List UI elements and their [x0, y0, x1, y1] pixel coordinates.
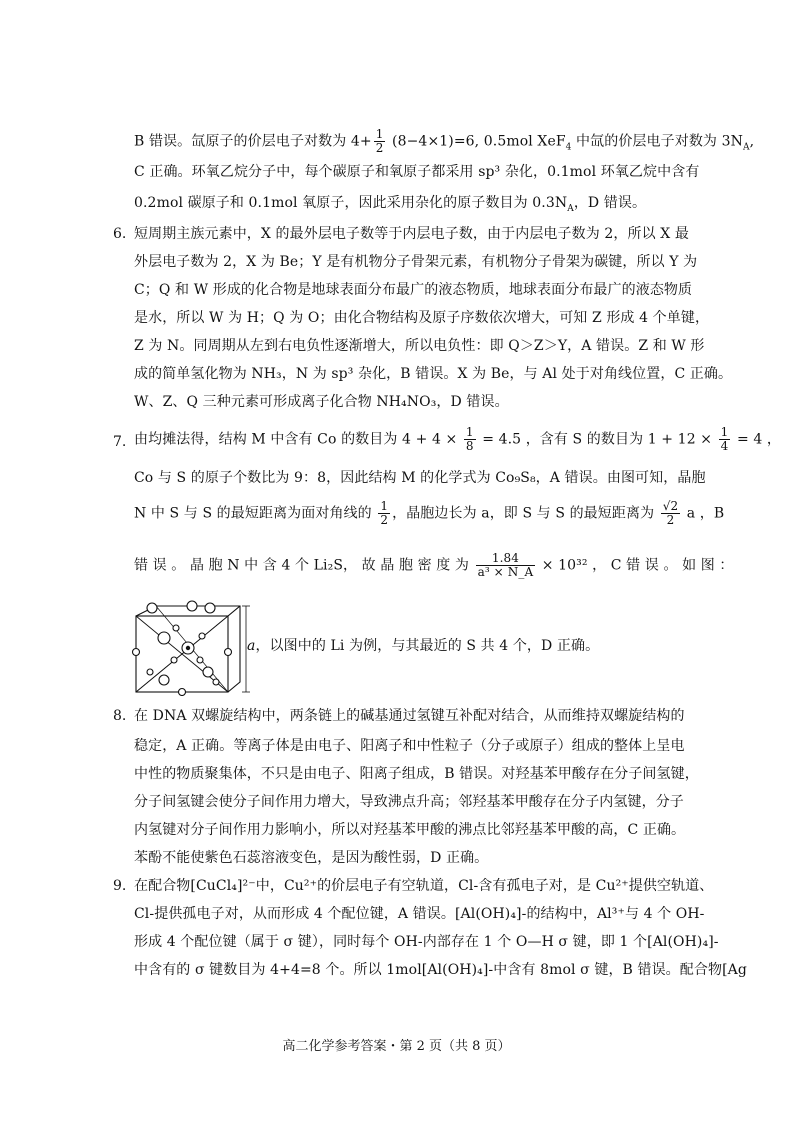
text-span: 由均摊法得，结构 M 中含有 Co 的数目为 4 + 4 ×: [134, 431, 462, 448]
text-line: 形成 4 个配位键（属于 σ 键），同时每个 OH-内部存在 1 个 O—H σ 键，即 1 个[Al(OH)₄]-: [134, 934, 719, 950]
fraction: [661, 500, 680, 527]
li-atom: [147, 669, 153, 675]
text-span: ，晶胞边长为 a，即 S 与 S 的最短距离为: [392, 505, 659, 522]
text-span: 错 误 。 晶 胞 N 中 含 4 个 Li₂S， 故 晶 胞 密 度 为: [134, 557, 474, 574]
li-atom: [225, 649, 232, 656]
text-span: a ，B: [682, 505, 725, 522]
text-span: B 错误。氙原子的价层电子对数为 4+: [134, 133, 372, 150]
text-line: 成的简单氢化物为 NH₃，N 为 sp³ 杂化，B 错误。X 为 Be，与 Al 处于对角线位置，C 正确。: [134, 366, 733, 382]
s-atom: [159, 675, 169, 685]
fraction-denominator: 2: [666, 513, 675, 527]
text-span: 中氙的价层电子对数为 3N: [571, 133, 743, 150]
text-line: [134, 193, 646, 219]
fraction-denominator: 2: [375, 141, 384, 155]
question-number: 8.: [113, 708, 127, 724]
text-line: Co 与 S 的原子个数比为 9：8，因此结构 M 的化学式为 Co₉S₈，A 错误。由图可知，晶胞: [134, 470, 706, 486]
fraction-denominator: a³ × N_A: [477, 565, 534, 579]
fraction: [476, 552, 536, 579]
crystal-cell-diagram: [130, 600, 260, 696]
text-span: N 中 S 与 S 的最短距离为面对角线的: [134, 505, 377, 522]
question-number: 9.: [113, 878, 127, 894]
question-number: 7.: [113, 434, 127, 450]
page-footer: 高二化学参考答案・第 2 页（共 8 页）: [282, 1039, 511, 1054]
fraction-numerator: 1: [720, 425, 729, 439]
fraction: [464, 426, 476, 453]
text-span: ,: [749, 133, 755, 150]
text-span: ，以图中的 Li 为例，与其最近的 S 共 4 个，D 正确。: [255, 638, 600, 654]
question-number: 6.: [113, 226, 127, 242]
text-line: 外层电子数为 2，X 为 Be；Y 是有机物分子骨架元素，有机物分子骨架为碳键，所以 Y 为: [134, 254, 698, 270]
li-atom: [213, 679, 219, 685]
text-span: = 4.5 ，含有 S 的数目为 1 + 12 ×: [477, 431, 717, 448]
text-line: 稳定，A 正确。等离子体是由电子、阳离子和中性粒子（分子或原子）组成的整体上呈电: [134, 738, 685, 754]
s-atom: [158, 632, 170, 644]
text-line: W、Z、Q 三种元素可形成离子化合物 NH₄NO₃，D 错误。: [134, 394, 509, 410]
text-line: [134, 128, 754, 157]
center-dot: [186, 646, 190, 650]
subscript: 4: [565, 142, 572, 153]
text-line: [134, 552, 734, 579]
s-atom: [187, 601, 197, 611]
fraction-numerator: 1: [375, 127, 384, 141]
fraction-numerator: √2: [662, 499, 679, 513]
fraction: [374, 128, 386, 155]
text-line: [134, 500, 724, 527]
fraction: [719, 426, 731, 453]
s-atom: [147, 603, 157, 613]
subscript: A: [742, 142, 750, 153]
text-line: 内氢键对分子间作用力影响小，所以对羟基苯甲酸的沸点比邻羟基苯甲酸的高，C 正确。: [134, 822, 686, 838]
fraction-numerator: 1: [465, 425, 474, 439]
text-line: Cl-提供孤电子对，从而形成 4 个配位键，A 错误。[Al(OH)₄]-的结构中，Al³⁺与 4 个 OH-: [134, 906, 705, 922]
li-atom: [173, 625, 179, 631]
text-line: 在 DNA 双螺旋结构中，两条链上的碱基通过氢键互补配对结合，从而维持双螺旋结构的: [134, 708, 685, 724]
text-line: 短周期主族元素中，X 的最外层电子数等于内层电子数，由于内层电子数为 2，所以 X 最: [134, 226, 689, 242]
text-line: 分子间氢键会使分子间作用力增大，导致沸点升高；邻羟基苯甲酸存在分子内氢键，分子: [134, 794, 684, 810]
subscript: A: [567, 203, 574, 214]
s-atom: [205, 603, 215, 613]
crystal-cell-figure: [130, 600, 260, 700]
text-span: 0.2mol 碳原子和 0.1mol 氧原子，因此采用杂化的原子数目为 0.3N: [134, 195, 568, 211]
text-line: Z 为 N。同周期从左到右电负性逐渐增大，所以电负性：即 Q＞Z＞Y，A 错误。Z 和 W 形: [134, 338, 705, 354]
fraction-denominator: 4: [720, 439, 729, 453]
fraction: [378, 500, 390, 527]
text-line: C；Q 和 W 形成的化合物是地球表面分布最广的液态物质，地球表面分布最广的液态物质: [134, 282, 693, 298]
text-span: = 4 ，: [732, 431, 781, 448]
edge-label: a: [247, 638, 256, 654]
fraction-denominator: 8: [465, 439, 474, 453]
text-span: ，D 错误。: [573, 195, 647, 211]
fraction-numerator: 1: [380, 499, 389, 513]
text-span: × 10³² ， C 错 误 。 如 图 ：: [537, 557, 734, 574]
text-line: 苯酚不能使紫色石蕊溶液变色，是因为酸性弱，D 正确。: [134, 850, 489, 866]
text-line: 中含有的 σ 键数目为 4+4=8 个。所以 1mol[Al(OH)₄]-中含有 8mol σ 键，B 错误。配合物[Ag: [134, 962, 747, 978]
text-line: 在配合物[CuCl₄]²⁻中，Cu²⁺的价层电子有空轨道，Cl-含有孤电子对，是 Cu²⁺提供空轨道、: [134, 878, 714, 894]
li-atom: [199, 633, 205, 639]
fraction-denominator: 2: [380, 513, 389, 527]
li-atom: [179, 689, 186, 696]
fraction-numerator: 1.84: [476, 552, 536, 566]
li-atom: [197, 657, 203, 663]
s-atom: [203, 667, 213, 677]
text-line: C 正确。环氧乙烷分子中，每个碳原子和氧原子都采用 sp³ 杂化，0.1mol 环氧乙烷中含有: [134, 164, 700, 180]
text-line: [247, 636, 599, 656]
text-line: [134, 426, 781, 453]
text-line: 中性的物质聚集体，不只是由电子、阳离子组成，B 错误。对羟基苯甲酸存在分子间氢键，: [134, 766, 699, 782]
text-span: (8−4×1)=6, 0.5mol XeF: [387, 133, 566, 150]
li-atom: [133, 649, 140, 656]
text-line: 是水，所以 W 为 H；Q 为 O；由化合物结构及原子序数依次增大，可知 Z 形成 4 个单键，: [134, 310, 710, 326]
li-atom: [171, 657, 177, 663]
